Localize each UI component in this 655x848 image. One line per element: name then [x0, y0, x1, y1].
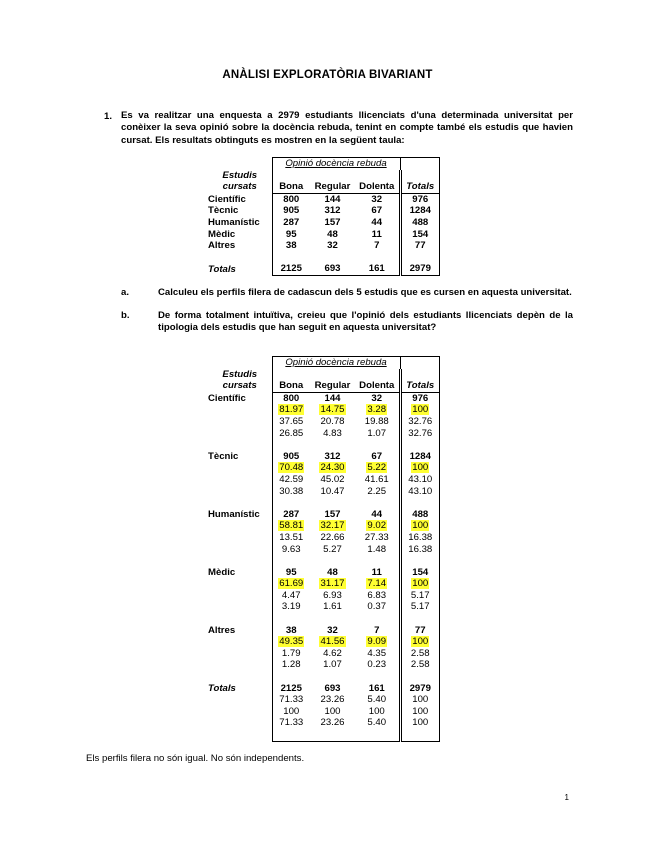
- highlighted-value: 58.81: [279, 520, 304, 532]
- table-row: [208, 217, 439, 229]
- highlighted-value: 81.97: [279, 404, 304, 416]
- value-cell: 4.62: [323, 647, 342, 659]
- value-cell: 144: [310, 392, 355, 404]
- table-cell: [208, 532, 272, 544]
- table-cell: [355, 613, 400, 625]
- value-cell: 26.85: [272, 428, 310, 440]
- highlighted-value: 9.09: [367, 636, 387, 648]
- value-cell: 693: [324, 682, 341, 694]
- value-cell: 22.66: [320, 531, 345, 543]
- table-cell: [272, 555, 310, 567]
- table-row: [208, 532, 439, 544]
- value-cell: 157: [324, 216, 341, 228]
- table-cell: [208, 555, 272, 567]
- table-row: [208, 428, 439, 440]
- row-header: Estudis: [222, 169, 258, 181]
- value-cell: 42.59: [272, 474, 310, 486]
- column-header: Totals: [402, 181, 439, 193]
- table-cell: [402, 439, 439, 451]
- row-label: Altres: [208, 624, 236, 636]
- value-cell: [272, 520, 310, 532]
- table-row: [208, 544, 439, 556]
- highlighted-value: 100: [412, 462, 429, 474]
- value-cell: 32: [355, 193, 400, 205]
- value-cell: 27.33: [364, 531, 389, 543]
- value-cell: 100: [324, 705, 341, 717]
- table-row: [208, 625, 439, 637]
- question-text: Es va realitzar una enquesta a 2979 estudiants llicenciats d'una determinada universitat per conèixer la seva opinió sobre la docència rebuda, tenint en compte també els estudis que havien cursat. Els resultats obtinguts es mostren en la següent taula:: [121, 110, 573, 146]
- total-cell: 77: [402, 625, 439, 637]
- table-cell: [208, 520, 272, 532]
- total-cell: 100: [402, 717, 439, 729]
- table-cell: [310, 729, 355, 741]
- subquestion-letter: b.: [121, 310, 130, 321]
- value-cell: 800: [272, 392, 310, 404]
- table-row: [208, 636, 439, 648]
- value-cell: 7: [374, 240, 380, 252]
- value-cell: 45.02: [320, 473, 345, 485]
- column-header: Regular: [314, 380, 351, 392]
- table-cell: [310, 439, 355, 451]
- value-cell: [355, 636, 400, 648]
- table-row: [208, 520, 439, 532]
- value-cell: 48: [327, 566, 338, 578]
- table-cell: [208, 601, 272, 613]
- subquestion-letter: a.: [121, 287, 130, 298]
- row-label: Humanístic: [208, 508, 260, 520]
- subquestion-text: Calculeu els perfils filera de cadascun dels 5 estudis que es cursen en aquesta universitat.: [158, 287, 572, 298]
- value-cell: 312: [324, 205, 341, 217]
- table-cell: [272, 439, 310, 451]
- table-cell: [310, 671, 355, 683]
- highlighted-value: 24.30: [320, 462, 345, 474]
- value-cell: 1.07: [367, 427, 387, 439]
- table-row: [208, 462, 439, 474]
- value-cell: 41.61: [364, 473, 389, 485]
- spacer-row: [208, 613, 439, 625]
- total-cell: 1284: [402, 205, 439, 217]
- table-cell: [208, 486, 272, 498]
- table-cell: [272, 252, 310, 264]
- table-cell: [355, 252, 400, 264]
- highlighted-value: 100: [412, 636, 429, 648]
- subquestion-text: De forma totalment intuïtiva, creieu que l'opinió dels estudiants llicenciats depèn de la tipologia dels estudis que han seguit en aquesta universitat?: [158, 310, 573, 333]
- total-cell: 976: [402, 193, 439, 205]
- table-row: [208, 193, 439, 205]
- value-cell: 5.27: [323, 543, 342, 555]
- table-cell: [208, 578, 272, 590]
- table-cell: [208, 659, 272, 671]
- table-row: [208, 474, 439, 486]
- value-cell: 100: [368, 705, 385, 717]
- value-cell: 3.19: [272, 601, 310, 613]
- table-row: [208, 229, 439, 241]
- table-cell: [272, 497, 310, 509]
- column-header: Bona: [272, 380, 310, 392]
- column-header: Totals: [402, 380, 439, 392]
- highlighted-value: 7.14: [367, 578, 387, 590]
- value-cell: 32: [327, 240, 338, 252]
- value-cell: 1.79: [272, 648, 310, 660]
- row-label: Tècnic: [208, 450, 239, 462]
- value-cell: 95: [272, 567, 310, 579]
- table-cell: [355, 555, 400, 567]
- total-cell: 77: [402, 240, 439, 252]
- value-cell: 4.47: [272, 590, 310, 602]
- total-cell: 2979: [402, 263, 439, 275]
- value-cell: [355, 462, 400, 474]
- value-cell: 312: [324, 450, 341, 462]
- table-cell: [208, 636, 272, 648]
- value-cell: 2125: [272, 263, 310, 275]
- value-cell: 23.26: [320, 717, 345, 729]
- conclusion-text: Els perfils filera no són igual. No són independents.: [86, 753, 305, 764]
- total-cell: 16.38: [402, 544, 439, 556]
- row-label: Totals: [208, 263, 236, 275]
- value-cell: 800: [272, 193, 310, 205]
- value-cell: [355, 578, 400, 590]
- value-cell: [310, 520, 355, 532]
- value-cell: 19.88: [364, 415, 389, 427]
- value-cell: [310, 404, 355, 416]
- total-cell: [402, 636, 439, 648]
- spacer-row: [208, 555, 439, 567]
- table-cell: [208, 462, 272, 474]
- highlighted-value: 100: [412, 520, 429, 532]
- value-cell: 11: [371, 228, 382, 240]
- value-cell: [310, 462, 355, 474]
- table-cell: [208, 544, 272, 556]
- total-cell: 154: [402, 229, 439, 241]
- value-cell: 11: [371, 566, 382, 578]
- row-header: cursats: [222, 181, 257, 193]
- value-cell: 161: [355, 263, 400, 275]
- value-cell: 7: [374, 624, 380, 636]
- table-cell: [208, 694, 272, 706]
- value-cell: 1.48: [367, 543, 387, 555]
- total-cell: 488: [402, 217, 439, 229]
- value-cell: 157: [324, 508, 341, 520]
- total-cell: 976: [402, 392, 439, 404]
- table-cell: [208, 497, 272, 509]
- value-cell: 1.28: [272, 659, 310, 671]
- value-cell: 2.25: [367, 485, 387, 497]
- table-cell: [208, 706, 272, 718]
- value-cell: 30.38: [272, 486, 310, 498]
- total-cell: 2979: [402, 683, 439, 695]
- value-cell: 0.23: [367, 659, 387, 671]
- highlighted-value: 70.48: [279, 462, 304, 474]
- table-cell: [208, 428, 272, 440]
- value-cell: 23.26: [320, 694, 345, 706]
- highlighted-value: 100: [412, 578, 429, 590]
- value-cell: 71.33: [272, 694, 310, 706]
- table-cell: [208, 590, 272, 602]
- row-header: Estudis: [222, 368, 258, 380]
- value-cell: [272, 404, 310, 416]
- table-cell: [208, 439, 272, 451]
- table-row: [208, 601, 439, 613]
- total-cell: 32.76: [402, 416, 439, 428]
- table-row: [208, 567, 439, 579]
- highlighted-value: 14.75: [320, 404, 345, 416]
- total-cell: 32.76: [402, 428, 439, 440]
- table-row: [208, 416, 439, 428]
- value-cell: 37.65: [272, 416, 310, 428]
- totals-row: [208, 263, 439, 275]
- value-cell: 6.93: [323, 589, 342, 601]
- value-cell: 38: [272, 240, 310, 252]
- table-cell: [402, 252, 439, 264]
- total-cell: [402, 578, 439, 590]
- value-cell: [272, 578, 310, 590]
- table-row: [208, 205, 439, 217]
- highlighted-value: 41.56: [320, 636, 345, 648]
- value-cell: [272, 462, 310, 474]
- row-label: Científic: [208, 392, 246, 404]
- total-cell: [402, 462, 439, 474]
- table-cell: [208, 416, 272, 428]
- value-cell: 1.07: [323, 659, 342, 671]
- table-cell: [208, 717, 272, 729]
- value-cell: [355, 404, 400, 416]
- total-cell: [402, 520, 439, 532]
- row-label: Totals: [208, 682, 236, 694]
- spacer-row: [208, 252, 439, 264]
- highlighted-value: 49.35: [279, 636, 304, 648]
- value-cell: 48: [327, 228, 338, 240]
- table-row: [208, 683, 439, 695]
- total-cell: 100: [402, 706, 439, 718]
- value-cell: 9.63: [272, 544, 310, 556]
- value-cell: [272, 636, 310, 648]
- table-cell: [208, 252, 272, 264]
- table-cell: [355, 497, 400, 509]
- total-cell: 1284: [402, 451, 439, 463]
- table-row: [208, 451, 439, 463]
- total-cell: 2.58: [402, 648, 439, 660]
- table-cell: [310, 252, 355, 264]
- total-cell: 16.38: [402, 532, 439, 544]
- value-cell: 20.78: [320, 415, 345, 427]
- value-cell: 1.61: [323, 601, 342, 613]
- table-row: [208, 717, 439, 729]
- highlighted-value: 3.28: [367, 404, 387, 416]
- value-cell: 2125: [272, 683, 310, 695]
- data-table-2: [208, 356, 440, 742]
- value-cell: 100: [272, 706, 310, 718]
- value-cell: 67: [371, 205, 383, 217]
- table-row: [208, 659, 439, 671]
- table-cell: [272, 613, 310, 625]
- value-cell: 32: [355, 392, 400, 404]
- highlighted-value: 9.02: [367, 520, 387, 532]
- table-cell: [355, 729, 400, 741]
- row-header: cursats: [222, 380, 257, 392]
- value-cell: 4.83: [323, 427, 342, 439]
- spacer-row: [208, 671, 439, 683]
- highlighted-value: 100: [412, 404, 429, 416]
- spacer-row: [208, 729, 439, 741]
- table-row: [208, 648, 439, 660]
- value-cell: 5.40: [367, 717, 387, 729]
- table-cell: [402, 671, 439, 683]
- value-cell: 161: [368, 682, 385, 694]
- table-row: [208, 486, 439, 498]
- column-header: Dolenta: [359, 380, 395, 392]
- value-cell: [355, 520, 400, 532]
- table-cell: [402, 729, 439, 741]
- value-cell: 287: [272, 509, 310, 521]
- table-row: [208, 694, 439, 706]
- value-cell: 905: [272, 205, 310, 217]
- value-cell: 32: [327, 624, 338, 636]
- table-cell: [208, 613, 272, 625]
- table-cell: [402, 497, 439, 509]
- table-row: [208, 578, 439, 590]
- row-label: Tècnic: [208, 205, 239, 217]
- question-number: 1.: [104, 111, 113, 122]
- total-cell: 488: [402, 509, 439, 521]
- value-cell: 71.33: [272, 717, 310, 729]
- value-cell: 0.37: [367, 601, 387, 613]
- row-label: Mèdic: [208, 566, 236, 578]
- value-cell: 13.51: [272, 532, 310, 544]
- total-cell: 43.10: [402, 486, 439, 498]
- row-label: Humanístic: [208, 216, 260, 228]
- total-cell: [402, 404, 439, 416]
- highlighted-value: 32.17: [320, 520, 345, 532]
- value-cell: [310, 636, 355, 648]
- highlighted-value: 31.17: [320, 578, 345, 590]
- table-cell: [310, 497, 355, 509]
- value-cell: 905: [272, 451, 310, 463]
- page-title: ANÀLISI EXPLORATÒRIA BIVARIANT: [222, 69, 433, 81]
- value-cell: 44: [371, 216, 383, 228]
- highlighted-value: 61.69: [279, 578, 304, 590]
- value-cell: 38: [272, 625, 310, 637]
- highlighted-value: 5.22: [367, 462, 387, 474]
- table-cell: [355, 671, 400, 683]
- table-row: [208, 404, 439, 416]
- table-cell: [208, 474, 272, 486]
- value-cell: [310, 578, 355, 590]
- table-row: [208, 590, 439, 602]
- row-label: Mèdic: [208, 228, 236, 240]
- total-cell: 100: [402, 694, 439, 706]
- table-cell: [310, 555, 355, 567]
- table-cell: [208, 671, 272, 683]
- value-cell: 693: [310, 263, 355, 275]
- value-cell: 4.35: [367, 647, 387, 659]
- total-cell: 5.17: [402, 590, 439, 602]
- row-label: Altres: [208, 240, 236, 252]
- table-cell: [208, 729, 272, 741]
- table-caption: Opinió docència rebuda: [272, 158, 400, 170]
- total-cell: 43.10: [402, 474, 439, 486]
- table-cell: [208, 404, 272, 416]
- spacer-row: [208, 497, 439, 509]
- value-cell: 144: [310, 193, 355, 205]
- data-table-1: [208, 157, 440, 276]
- table-cell: [272, 729, 310, 741]
- table-row: [208, 509, 439, 521]
- row-label: Científic: [208, 193, 246, 205]
- table-cell: [402, 555, 439, 567]
- value-cell: 6.83: [367, 589, 387, 601]
- table-row: [208, 240, 439, 252]
- total-cell: 5.17: [402, 601, 439, 613]
- value-cell: 10.47: [320, 485, 345, 497]
- value-cell: 95: [272, 229, 310, 241]
- table-caption: Opinió docència rebuda: [272, 357, 400, 369]
- value-cell: 67: [371, 450, 383, 462]
- table-cell: [355, 439, 400, 451]
- table-cell: [208, 648, 272, 660]
- column-header: Bona: [272, 181, 310, 193]
- total-cell: 154: [402, 567, 439, 579]
- value-cell: 287: [272, 217, 310, 229]
- total-cell: 2.58: [402, 659, 439, 671]
- table-cell: [310, 613, 355, 625]
- value-cell: 44: [371, 508, 383, 520]
- column-header: Regular: [314, 181, 351, 193]
- spacer-row: [208, 439, 439, 451]
- table-cell: [402, 613, 439, 625]
- table-cell: [272, 671, 310, 683]
- value-cell: 5.40: [367, 694, 387, 706]
- table-row: [208, 706, 439, 718]
- page-number: 1: [564, 793, 569, 802]
- column-header: Dolenta: [359, 181, 395, 193]
- table-row: [208, 392, 439, 404]
